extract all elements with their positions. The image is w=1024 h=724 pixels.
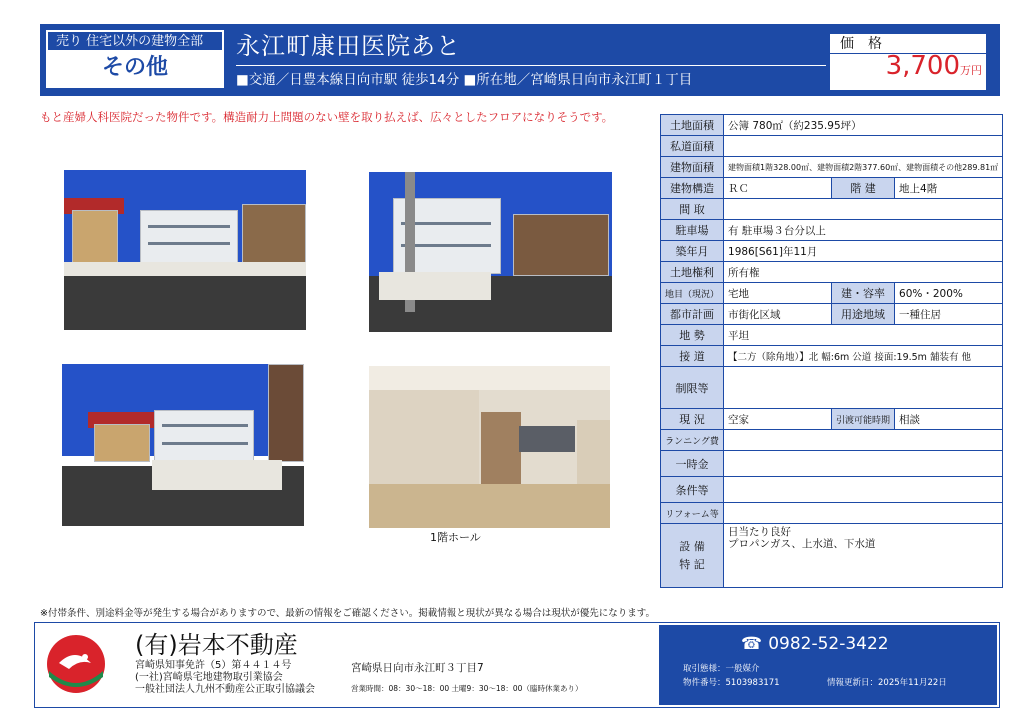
label-floors: 階 建 — [832, 178, 895, 199]
label-features — [661, 524, 724, 588]
header-banner — [40, 24, 1000, 96]
row-layout — [661, 199, 1003, 220]
price-label: 価格 — [830, 34, 986, 54]
value-coverage: 60%・200% — [895, 283, 1003, 304]
row-parking — [661, 220, 1003, 241]
label-building-area: 建物面積 — [661, 157, 724, 178]
value-city-plan: 市街化区域 — [724, 304, 832, 325]
price-value — [886, 51, 982, 86]
phone-number-text: 0982-52-3422 — [768, 634, 889, 654]
label-features-1: 設 備 — [679, 539, 705, 553]
row-private-road — [661, 136, 1003, 157]
label-reform: リフォーム等 — [661, 503, 724, 524]
value-built: 1986[S61]年11月 — [724, 241, 1003, 262]
row-city-plan — [661, 304, 1003, 325]
company-association-2: 一般社団法人九州不動産公正取引協議会 — [135, 684, 315, 695]
row-land-rights — [661, 262, 1003, 283]
property-number-value: 5103983171 — [725, 678, 780, 688]
label-layout: 間 取 — [661, 199, 724, 220]
label-handover: 引渡可能時期 — [832, 409, 895, 430]
phone-icon: ☎ — [741, 634, 763, 654]
photo-caption: 1階ホール — [430, 531, 481, 544]
phone-number[interactable] — [741, 633, 889, 655]
transaction-label: 取引態様： — [683, 664, 726, 674]
row-structure — [661, 178, 1003, 199]
update-date-label: 情報更新日： — [827, 678, 879, 688]
company-association-1: (一社)宮崎県宅地建物取引業協会 — [135, 672, 283, 683]
value-land-area: 公簿 780㎡（約235.95坪） — [724, 115, 1003, 136]
transaction-value: 一般媒介 — [725, 664, 760, 674]
label-built: 築年月 — [661, 241, 724, 262]
label-road: 接 道 — [661, 346, 724, 367]
property-number — [683, 677, 780, 689]
label-status: 現 況 — [661, 409, 724, 430]
value-parking: 有 駐車場３台分以上 — [724, 220, 1003, 241]
contact-panel — [659, 625, 997, 705]
label-land-rights: 土地権利 — [661, 262, 724, 283]
category-box — [46, 30, 224, 88]
value-private-road — [724, 136, 1003, 157]
row-status — [661, 409, 1003, 430]
features-line-2: プロパンガス、上水道、下水道 — [728, 538, 876, 550]
label-private-road: 私道面積 — [661, 136, 724, 157]
update-date — [827, 677, 947, 689]
value-floors: 地上4階 — [895, 178, 1003, 199]
value-land-category: 宅地 — [724, 283, 832, 304]
row-lump-sum — [661, 451, 1003, 477]
label-conditions: 条件等 — [661, 477, 724, 503]
category-top-label: 売り 住宅以外の建物全部 — [46, 30, 224, 50]
photo-exterior-front — [64, 170, 306, 330]
row-building-area — [661, 157, 1003, 178]
row-conditions — [661, 477, 1003, 503]
access-info: ■交通／日豊本線日向市駅 徒歩14分 ■所在地／宮崎県日向市永江町１丁目 — [236, 72, 693, 88]
value-handover: 相談 — [895, 409, 1003, 430]
label-land-category: 地目（現況） — [661, 283, 724, 304]
value-running-cost — [724, 430, 1003, 451]
transaction-type — [683, 663, 760, 675]
value-conditions — [724, 477, 1003, 503]
value-land-rights: 所有権 — [724, 262, 1003, 283]
property-number-label: 物件番号： — [683, 678, 726, 688]
label-features-2: 特 記 — [679, 557, 705, 571]
row-reform — [661, 503, 1003, 524]
label-land-area: 土地面積 — [661, 115, 724, 136]
spec-table — [660, 114, 1003, 588]
company-license: 宮崎県知事免許（5）第４４１４号 — [135, 660, 292, 671]
row-restriction — [661, 367, 1003, 409]
company-name: (有)岩本不動産 — [135, 631, 298, 659]
value-structure: ＲＣ — [724, 178, 832, 199]
company-logo — [45, 633, 107, 695]
label-running-cost: ランニング費 — [661, 430, 724, 451]
row-built — [661, 241, 1003, 262]
photo-exterior-side — [62, 364, 304, 526]
photo-interior-hall — [369, 366, 610, 528]
price-box — [830, 34, 986, 90]
row-land-category — [661, 283, 1003, 304]
price-amount: 3,700 — [885, 51, 960, 81]
update-date-value: 2025年11月22日 — [878, 678, 947, 688]
value-road: 【二方（除角地）】北 幅:6m 公道 接面:19.5m 舗装有 他 — [724, 346, 1003, 367]
label-restriction: 制限等 — [661, 367, 724, 409]
label-parking: 駐車場 — [661, 220, 724, 241]
value-reform — [724, 503, 1003, 524]
price-unit: 万円 — [960, 64, 982, 77]
label-structure: 建物構造 — [661, 178, 724, 199]
value-building-area: 建物面積1階328.00㎡、建物面積2階377.60㎡、建物面積その他289.81㎡ — [724, 157, 1003, 178]
value-status: 空家 — [724, 409, 832, 430]
property-title: 永江町康田医院あと — [236, 32, 461, 60]
label-coverage: 建・容率 — [832, 283, 895, 304]
value-terrain: 平坦 — [724, 325, 1003, 346]
value-lump-sum — [724, 451, 1003, 477]
label-city-plan: 都市計画 — [661, 304, 724, 325]
lead-text: もと産婦人科医院だった物件です。構造耐力上問題のない壁を取り払えば、広々としたフロアになりそうです。 — [40, 110, 614, 124]
row-terrain — [661, 325, 1003, 346]
label-terrain: 地 勢 — [661, 325, 724, 346]
value-layout — [724, 199, 1003, 220]
label-use-zone: 用途地域 — [832, 304, 895, 325]
value-restriction — [724, 367, 1003, 409]
row-features — [661, 524, 1003, 588]
row-land-area — [661, 115, 1003, 136]
title-divider — [236, 65, 826, 66]
row-road — [661, 346, 1003, 367]
company-address: 宮崎県日向市永江町３丁目7 — [351, 662, 484, 674]
photo-exterior-angle — [369, 172, 612, 332]
row-running-cost — [661, 430, 1003, 451]
features-line-1: 日当たり良好 — [728, 526, 792, 538]
value-use-zone: 一種住居 — [895, 304, 1003, 325]
notice-text: ※付帯条件、別途料金等が発生する場合がありますので、最新の情報をご確認ください。掲載情報と現状が異なる場合は現状が優先になります。 — [40, 608, 656, 619]
label-lump-sum: 一時金 — [661, 451, 724, 477]
business-hours: 営業時間：08：30～18：00 土曜9：30～18：00（臨時休業あり） — [351, 684, 583, 693]
category-label: その他 — [46, 50, 224, 88]
value-features — [724, 524, 1003, 588]
company-footer — [34, 622, 1000, 708]
